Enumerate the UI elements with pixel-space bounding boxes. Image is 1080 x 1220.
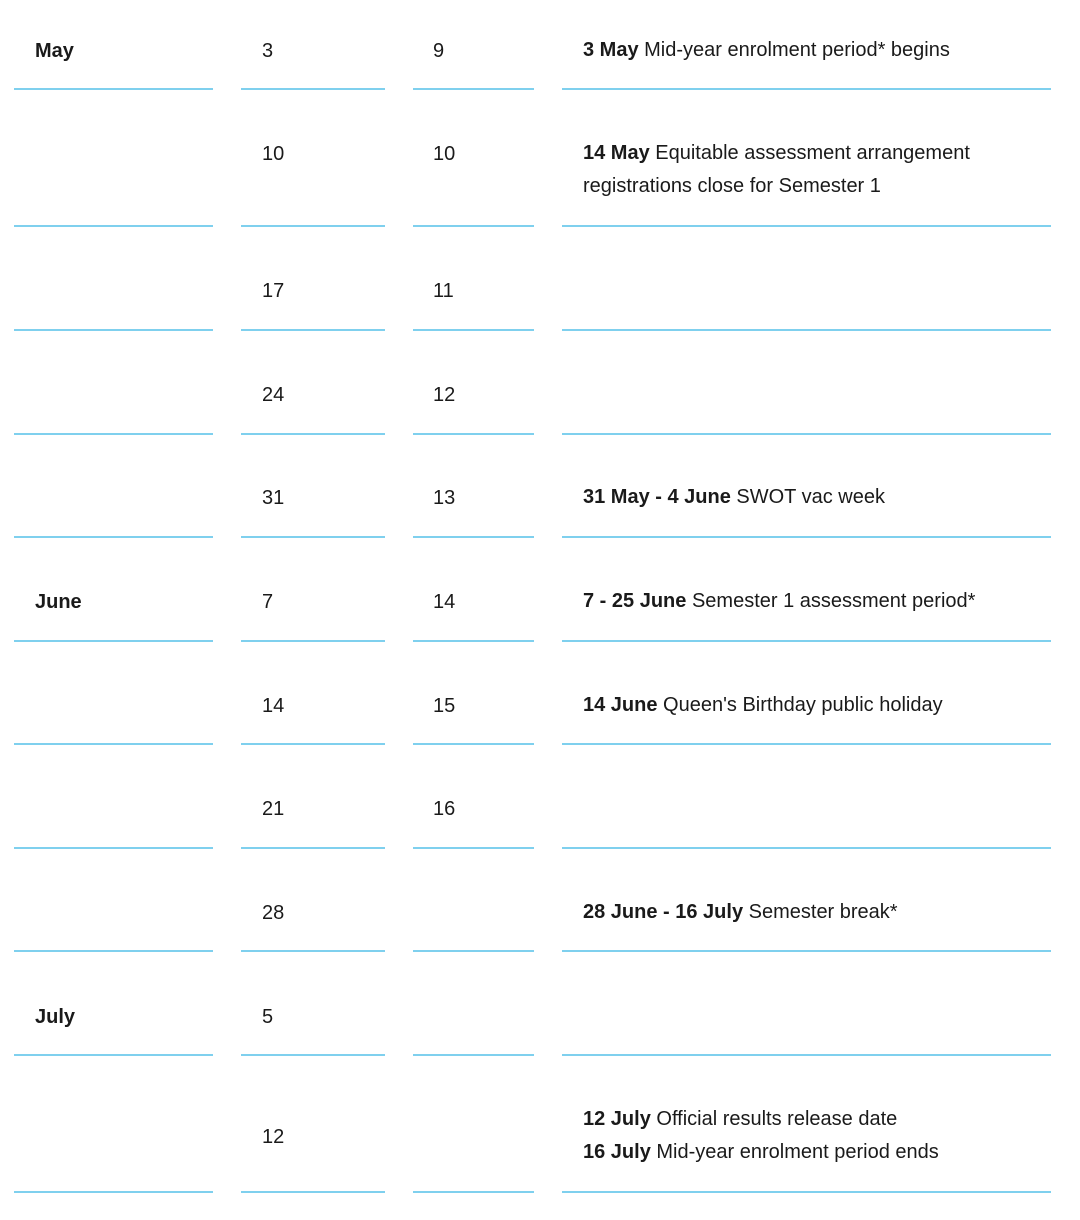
event-description: SWOT vac week <box>730 486 885 508</box>
week-start-date-cell <box>241 227 385 331</box>
event-date: 14 June <box>583 694 658 716</box>
week-number-cell <box>413 849 534 952</box>
event-item <box>583 689 1041 722</box>
event-date: 28 June - 16 July <box>583 901 744 923</box>
calendar-row <box>0 90 1080 227</box>
week-start-date: 21 <box>262 798 285 820</box>
week-number: 15 <box>433 695 456 717</box>
event-cell <box>562 331 1051 435</box>
month-cell <box>14 227 213 331</box>
event-cell <box>562 952 1051 1056</box>
event-cell <box>562 0 1051 90</box>
event-cell <box>562 90 1051 227</box>
month-cell <box>14 849 213 952</box>
calendar-row <box>0 0 1080 90</box>
event-item <box>583 34 1041 67</box>
week-number-cell <box>413 538 534 642</box>
week-number: 11 <box>433 280 454 302</box>
week-number: 13 <box>433 487 456 509</box>
week-start-date: 14 <box>262 695 285 717</box>
week-number-cell <box>413 0 534 90</box>
week-number: 10 <box>433 143 456 165</box>
week-number: 9 <box>433 40 445 62</box>
event-item <box>583 896 1041 929</box>
week-number-cell <box>413 642 534 745</box>
week-number-cell <box>413 435 534 538</box>
week-start-date: 24 <box>262 384 285 406</box>
calendar-row <box>0 1056 1080 1193</box>
calendar-row <box>0 331 1080 435</box>
week-start-date-cell <box>241 1056 385 1193</box>
event-cell <box>562 538 1051 642</box>
week-start-date: 12 <box>262 1126 285 1148</box>
event-description: Semester 1 assessment period* <box>686 590 976 612</box>
week-number-cell <box>413 1056 534 1193</box>
week-start-date-cell <box>241 952 385 1056</box>
week-start-date: 3 <box>262 40 274 62</box>
week-start-date-cell <box>241 849 385 952</box>
event-date: 16 July <box>583 1141 651 1163</box>
event-description: Mid-year enrolment period* begins <box>638 39 950 61</box>
event-list <box>583 481 1041 514</box>
week-number-cell <box>413 745 534 849</box>
week-number-cell <box>413 331 534 435</box>
event-item <box>583 585 1041 618</box>
week-number: 16 <box>433 798 456 820</box>
event-description: Queen's Birthday public holiday <box>657 694 943 716</box>
week-start-date-cell <box>241 0 385 90</box>
event-description: Official results release date <box>650 1108 898 1130</box>
week-start-date: 17 <box>262 280 285 302</box>
week-start-date-cell <box>241 90 385 227</box>
week-number: 12 <box>433 384 456 406</box>
event-list <box>583 137 1041 203</box>
week-start-date: 5 <box>262 1006 274 1028</box>
event-list <box>583 896 1041 929</box>
event-date: 3 May <box>583 39 639 61</box>
month-cell <box>14 0 213 90</box>
calendar-row <box>0 745 1080 849</box>
calendar-row <box>0 227 1080 331</box>
event-item <box>583 1103 1041 1136</box>
month-label: May <box>35 40 74 62</box>
event-cell <box>562 435 1051 538</box>
event-cell <box>562 849 1051 952</box>
week-start-date-cell <box>241 331 385 435</box>
week-start-date-cell <box>241 538 385 642</box>
month-cell <box>14 1056 213 1193</box>
week-start-date: 31 <box>262 487 285 509</box>
event-cell <box>562 1056 1051 1193</box>
week-start-date-cell <box>241 745 385 849</box>
event-cell <box>562 642 1051 745</box>
event-date: 14 May <box>583 142 650 164</box>
month-label: July <box>35 1006 76 1028</box>
month-cell <box>14 538 213 642</box>
event-item <box>583 481 1041 514</box>
month-label: June <box>35 591 82 613</box>
week-start-date: 10 <box>262 143 285 165</box>
event-cell <box>562 745 1051 849</box>
calendar-row <box>0 952 1080 1056</box>
event-list <box>583 1103 1041 1169</box>
event-cell <box>562 227 1051 331</box>
week-start-date-cell <box>241 435 385 538</box>
week-number-cell <box>413 227 534 331</box>
event-list <box>583 689 1041 722</box>
month-cell <box>14 952 213 1056</box>
calendar-row <box>0 538 1080 642</box>
event-date: 7 - 25 June <box>583 590 687 612</box>
event-date: 31 May - 4 June <box>583 486 731 508</box>
calendar-row <box>0 435 1080 538</box>
week-number: 14 <box>433 591 456 613</box>
calendar-row <box>0 849 1080 952</box>
week-start-date: 28 <box>262 902 285 924</box>
week-start-date-cell <box>241 642 385 745</box>
event-description: Mid-year enrolment period ends <box>650 1141 939 1163</box>
event-item <box>583 137 1041 203</box>
week-start-date: 7 <box>262 591 274 613</box>
month-cell <box>14 642 213 745</box>
event-description: Equitable assessment arrangement registrations close for Semester 1 <box>583 142 970 197</box>
week-number-cell <box>413 90 534 227</box>
event-item <box>583 1136 1041 1169</box>
week-number-cell <box>413 952 534 1056</box>
event-list <box>583 585 1041 618</box>
event-description: Semester break* <box>743 901 898 923</box>
event-date: 12 July <box>583 1108 651 1130</box>
month-cell <box>14 435 213 538</box>
month-cell <box>14 745 213 849</box>
month-cell <box>14 90 213 227</box>
calendar-row <box>0 642 1080 745</box>
event-list <box>583 34 1041 67</box>
month-cell <box>14 331 213 435</box>
